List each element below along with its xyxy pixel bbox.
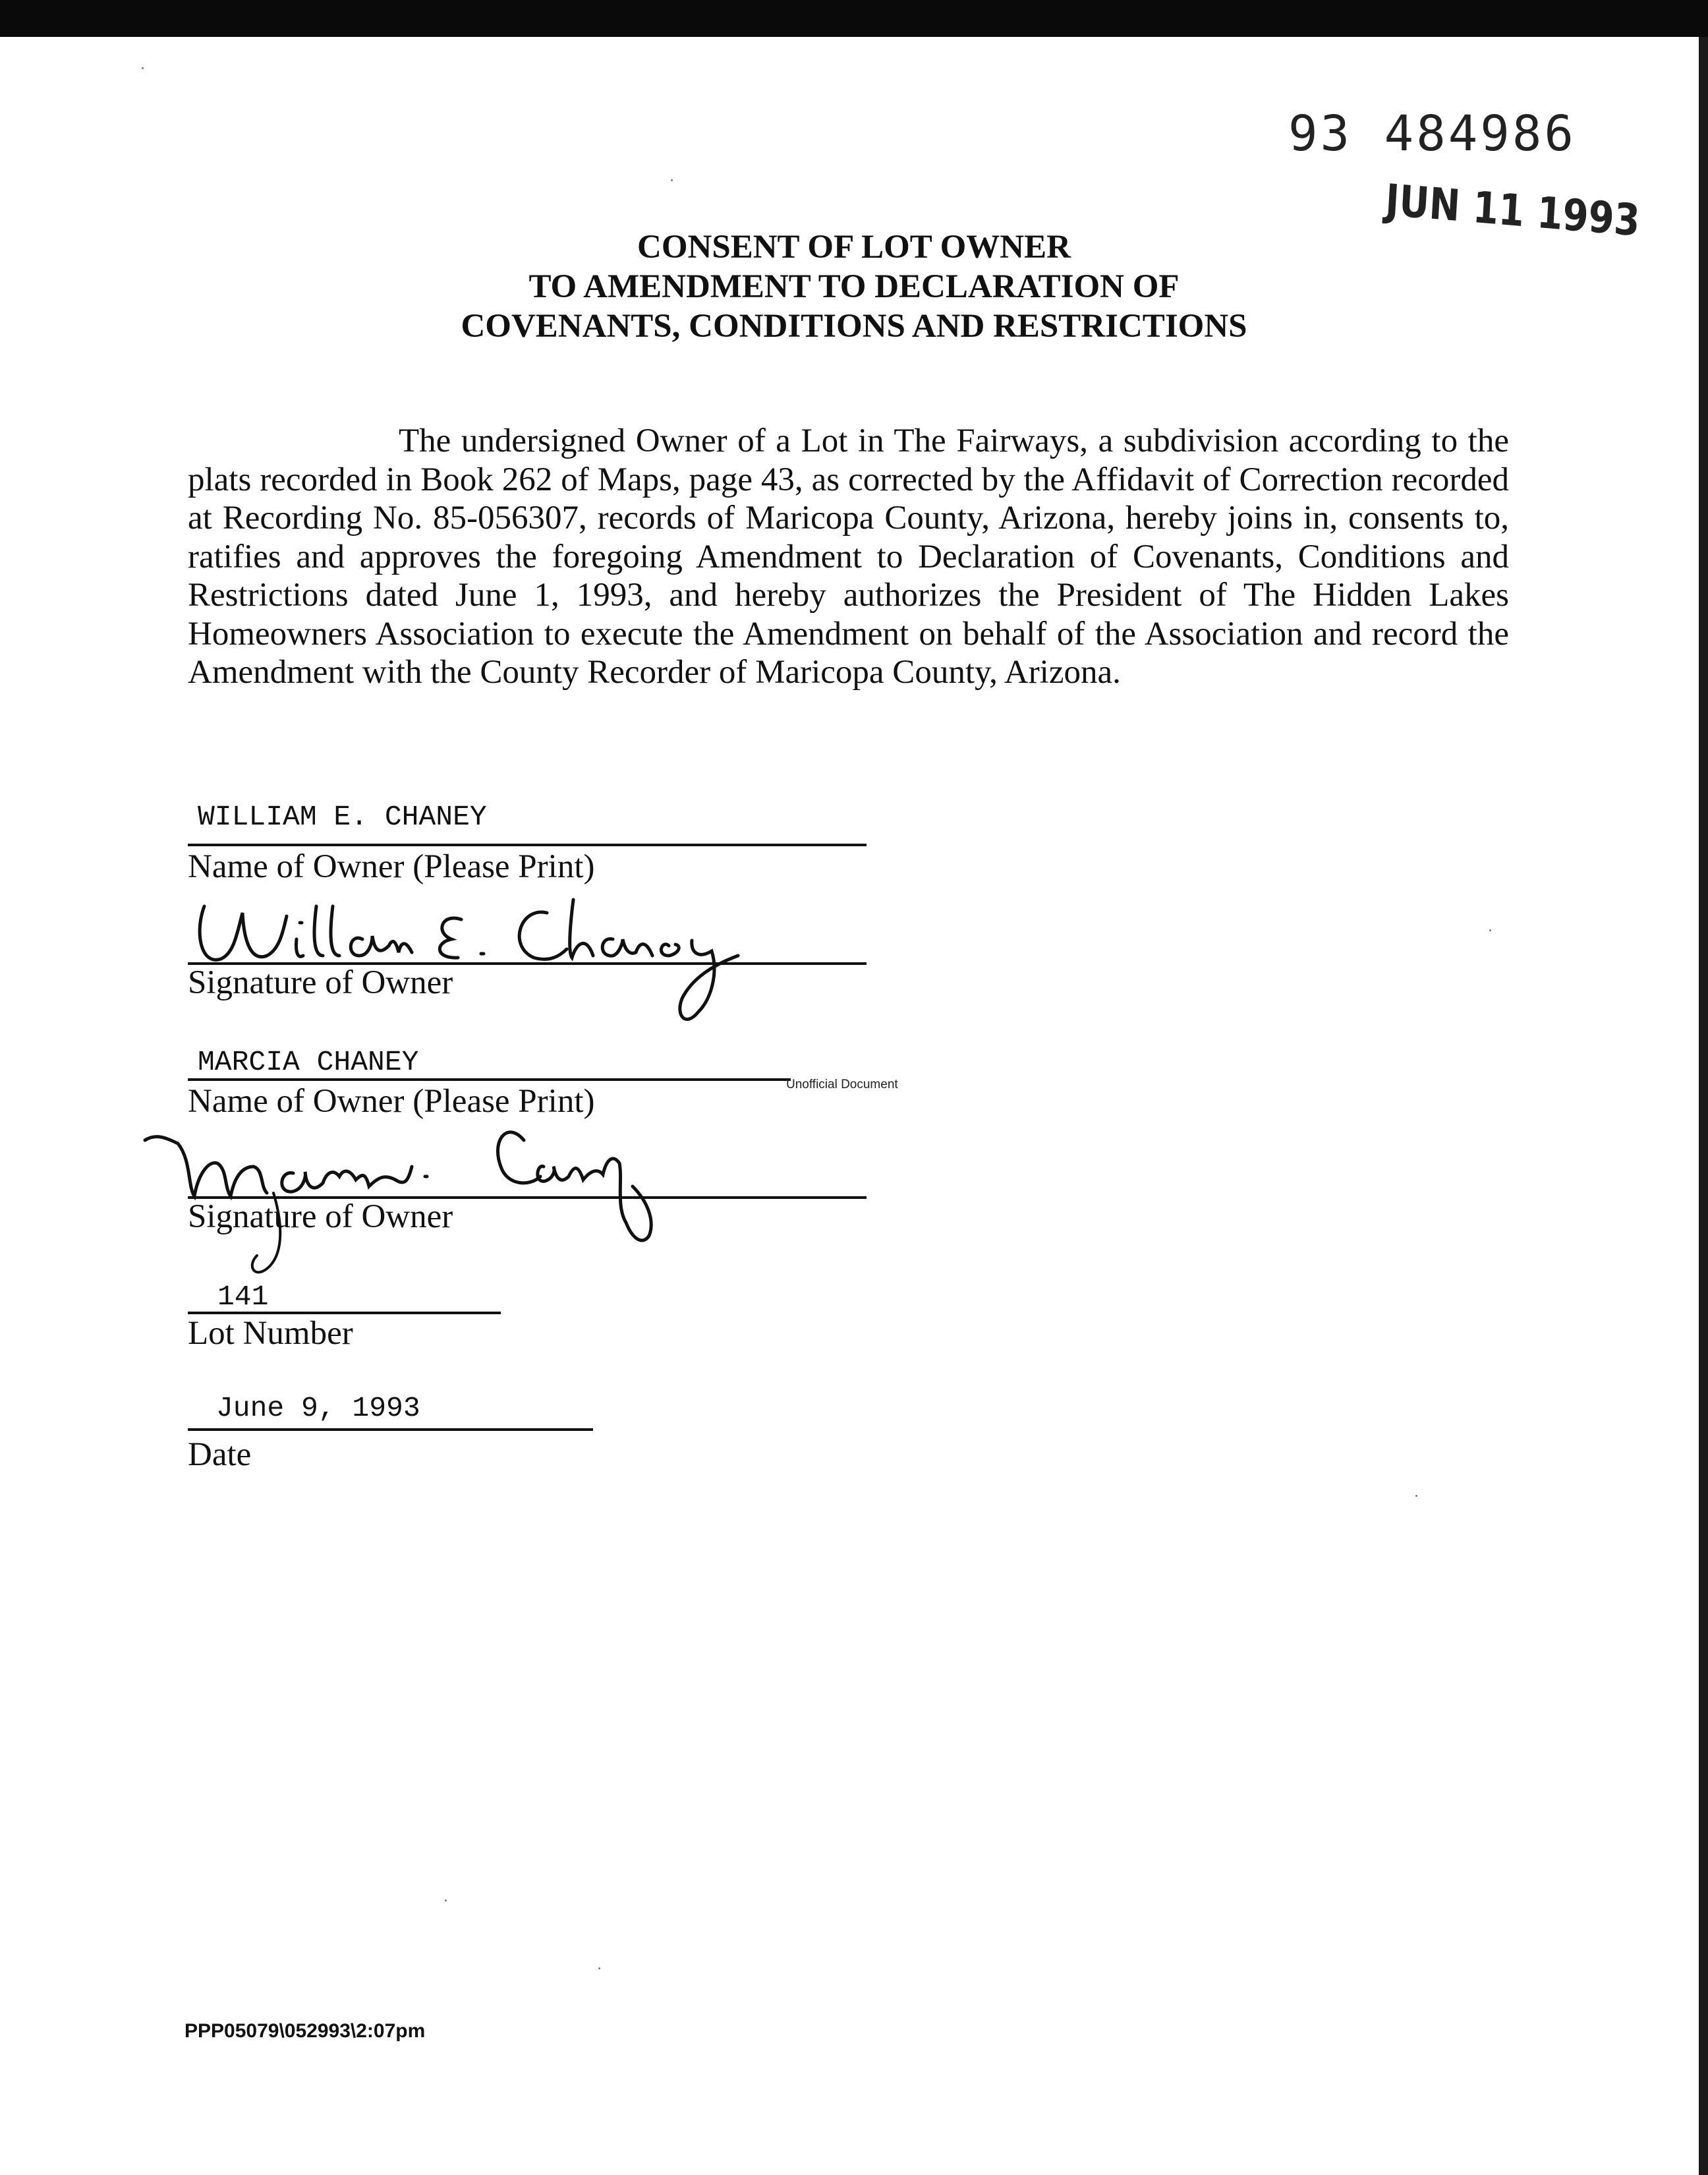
date-line: [188, 1428, 593, 1431]
scan-speck: [598, 1967, 600, 1969]
date-value: June 9, 1993: [216, 1392, 420, 1424]
scan-speck: [1415, 1495, 1417, 1497]
consent-paragraph: The undersigned Owner of a Lot in The Fairways, a subdivision according to the plats recorded in Book 262 of Maps, page 43, as corrected by the Affidavit of Correction recorded at Recording No. 85-056307, records of Maricopa County, Arizona, hereby joins in, consents to, ratifies and approves the foregoing Amendment to Declaration of Covenants, Conditions and Restrictions dated June 1, 1993, and hereby authorizes the President of The Hidden Lakes Homeowners Association to execute the Amendment on behalf of the Association and record the Amendment with the County Recorder of Maricopa County, Arizona.: [188, 422, 1509, 691]
owner2-signature-label: Signature of Owner: [188, 1198, 453, 1235]
unofficial-document-watermark: Unofficial Document: [786, 1078, 898, 1091]
scan-speck: [445, 1900, 447, 1901]
owner1-signature-label: Signature of Owner: [188, 964, 453, 1001]
document-code-footer: PPP05079\052993\2:07pm: [185, 2020, 426, 2042]
scan-speck: [671, 179, 673, 181]
title-line-2: TO AMENDMENT TO DECLARATION OF: [528, 268, 1180, 305]
recording-date-stamp: JUN 11 1993: [1384, 175, 1641, 246]
scan-speck: [142, 67, 144, 69]
owner2-printed-name: MARCIA CHANEY: [198, 1046, 419, 1078]
recording-number-stamp: 93 484986: [1288, 105, 1576, 162]
scan-right-border: [1699, 37, 1708, 2175]
owner2-name-line: [188, 1078, 791, 1081]
scan-top-border: [0, 0, 1708, 37]
document-title: [0, 227, 1708, 346]
owner1-name-label: Name of Owner (Please Print): [188, 848, 595, 885]
owner1-printed-name: WILLIAM E. CHANEY: [198, 801, 487, 833]
lot-number-value: 141: [217, 1281, 269, 1313]
lot-number-label: Lot Number: [188, 1315, 353, 1352]
scan-speck: [1489, 929, 1491, 931]
date-label: Date: [188, 1436, 252, 1473]
owner1-name-line: [188, 844, 867, 846]
title-line-3: COVENANTS, CONDITIONS AND RESTRICTIONS: [461, 308, 1247, 345]
owner2-name-label: Name of Owner (Please Print): [188, 1083, 595, 1120]
title-line-1: CONSENT OF LOT OWNER: [637, 229, 1071, 266]
